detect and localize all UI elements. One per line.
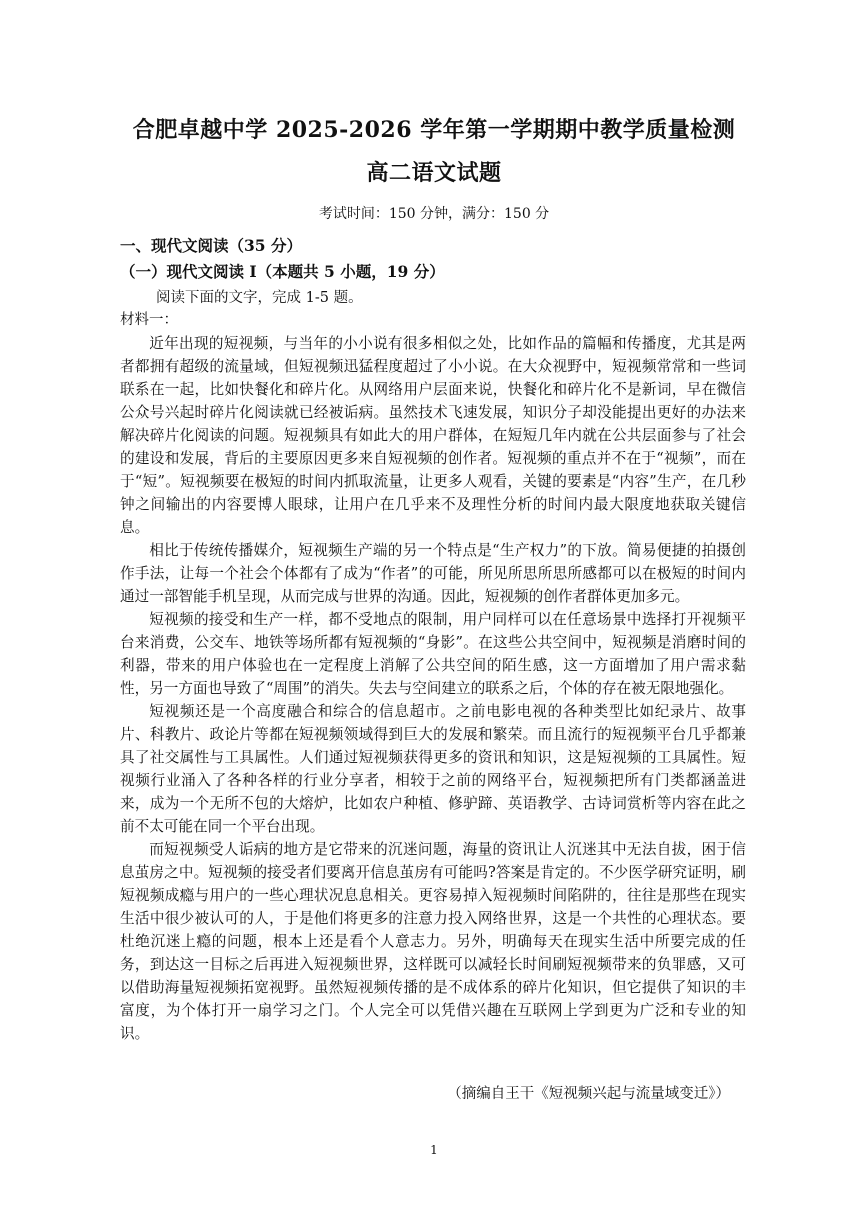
reading-instruction: 阅读下面的文字，完成 1-5 题。 (156, 290, 363, 306)
passage-paragraph: 而短视频受人诟病的地方是它带来的沉迷问题，海量的资讯让人沉迷其中无法自拔，困于信息茧房之中。短视频的接受者们要离开信息茧房有可能吗?答案是肯定的。不少医学研究证明，刷短视频成瘾与用户的一些心理状况息息相关。更容易掉入短视频时间陷阱的，往往是那些在现实生活中很少被认可的人，于是他们将更多的注意力投入网络世界，这是一个共性的心理状态。要杜绝沉迷上瘾的问题，根本上还是看个人意志力。另外，明确每天在现实生活中所要完成的任务，到达这一目标之后再进入短视频世界，这样既可以减轻长时间刷短视频带来的负罪感，又可以借助海量短视频拓宽视野。虽然短视频传播的是不成体系的碎片化知识，但它提供了知识的丰富度，为个体打开一扇学习之门。个人完全可以凭借兴趣在互联网上学到更为广泛和专业的知识。 (120, 841, 746, 1042)
source-citation: （摘编自王干《短视频兴起与流量域变迁》） (447, 1086, 730, 1102)
reading-passage (120, 332, 746, 1045)
passage-paragraph: 短视频的接受和生产一样，都不受地点的限制，用户同样可以在任意场景中选择打开视频平台来消费，公交车、地铁等场所都有短视频的“身影”。在这些公共空间中，短视频是消磨时间的利器，带来的用户体验也在一定程度上消解了公共空间的陌生感，这一方面增加了用户需求黏性，另一方面也导致了“周围”的消失。失去与空间建立的联系之后，个体的存在被无限地强化。 (120, 611, 746, 697)
passage-paragraph: 短视频还是一个高度融合和综合的信息超市。之前电影电视的各种类型比如纪录片、故事片、科教片、政论片等都在短视频领域得到巨大的发展和繁荣。而且流行的短视频平台几乎都兼具了社交属性与工具属性。人们通过短视频获得更多的资讯和知识，这是短视频的工具属性。短视频行业涌入了各种各样的行业分享者，相较于之前的网络平台，短视频把所有门类都涵盖进来，成为一个无所不包的大熔炉，比如农户种植、修驴蹄、英语教学、古诗词赏析等内容在此之前不太可能在同一个平台出现。 (120, 703, 746, 835)
subsection-heading: （一）现代文阅读 I（本题共 5 小题，19 分） (120, 262, 445, 281)
exam-subtitle: 高二语文试题 (366, 160, 502, 186)
section-heading: 一、现代文阅读（35 分） (120, 236, 302, 255)
page-number: 1 (430, 1143, 438, 1157)
material-label: 材料一： (120, 312, 178, 328)
exam-info: 考试时间：150 分钟，满分：150 分 (318, 206, 550, 222)
exam-title: 合肥卓越中学 2025-2026 学年第一学期期中教学质量检测 (132, 117, 736, 143)
passage-paragraph: 相比于传统传播媒介，短视频生产端的另一个特点是“生产权力”的下放。简易便捷的拍摄创作手法，让每一个社会个体都有了成为“作者”的可能，所见所思所思所感都可以在极短的时间内通过一部智能手机呈现，从而完成与世界的沟通。因此，短视频的创作者群体更加多元。 (120, 542, 746, 605)
passage-paragraph: 近年出现的短视频，与当年的小小说有很多相似之处，比如作品的篇幅和传播度，尤其是两者都拥有超级的流量域，但短视频迅猛程度超过了小小说。在大众视野中，短视频常常和一些词联系在一起，比如快餐化和碎片化。从网络用户层面来说，快餐化和碎片化不是新词，早在微信公众号兴起时碎片化阅读就已经被诟病。虽然技术飞速发展，知识分子却没能提出更好的办法来解决碎片化阅读的问题。短视频具有如此大的用户群体，在短短几年内就在公共层面参与了社会的建设和发展，背后的主要原因更多来自短视频的创作者。短视频的重点并不在于“视频”，而在于“短”。短视频要在极短的时间内抓取流量，让更多人观看，关键的要素是“内容”生产，在几秒钟之间输出的内容要博人眼球，让用户在几乎来不及理性分析的时间内最大限度地获取关键信息。 (120, 335, 746, 536)
